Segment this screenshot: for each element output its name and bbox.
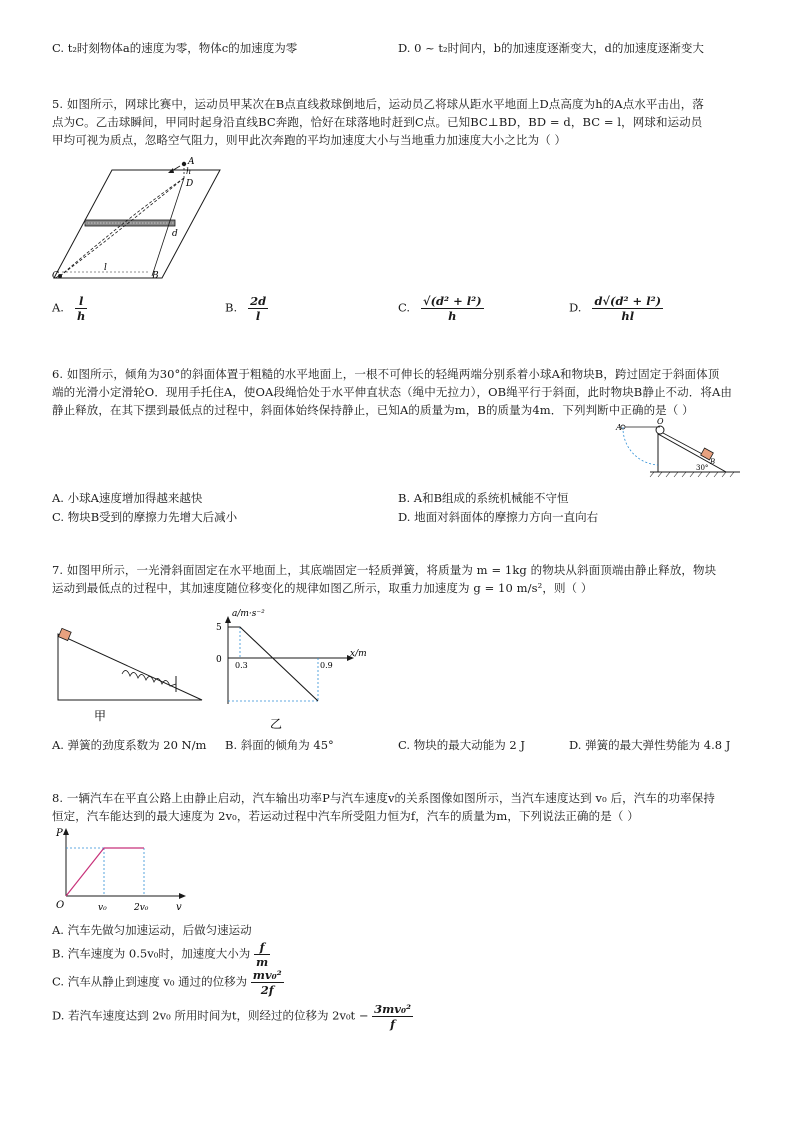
q7-figure-jia — [52, 626, 212, 726]
q6-stem-line3: 静止释放，在其下摆到最低点的过程中，斜面体始终保持静止，已知A的质量为m，B的质量为4m．下列判断中正确的是（ ） — [52, 403, 694, 417]
swing-arc — [623, 427, 658, 465]
tick-0-3: 0.3 — [235, 661, 248, 670]
q6-figure — [614, 418, 742, 480]
prev-option-d: D. 0 ~ t₂时间内，b的加速度逐渐变大，d的加速度逐渐变大 — [398, 41, 704, 55]
q7-option-c[interactable]: C. 物块的最大动能为 2 J — [398, 738, 525, 752]
q7-stem-line2: 运动到最低点的过程中，其加速度随位移变化的规律如图乙所示，取重力加速度为 g = 10 m/s²，则（ ） — [52, 581, 593, 595]
tick-5: 5 — [216, 623, 222, 633]
q5-stem-line2: 点为C。乙击球瞬间，甲同时起身沿直线BC奔跑，恰好在球落地时赶到C点。已知BC⊥BD，BD = d，BC = l，网球和运动员 — [52, 115, 703, 129]
q8-option-c[interactable]: C. 汽车从静止到速度 v₀ 通过的位移为 $\frac{\text{mv₀²}}{2f}$ — [52, 968, 282, 997]
line-db — [152, 178, 184, 276]
label-b: B — [710, 458, 716, 466]
q7-stem-line1: 7. 如图甲所示，一光滑斜面固定在水平地面上，其底端固定一轻质弹簧，将质量为 m = 1kg 的物块从斜面顶端由静止释放，物块 — [52, 563, 717, 577]
label-o: O — [56, 900, 65, 911]
incline-jia — [58, 634, 202, 700]
q8-figure — [52, 826, 192, 916]
label-p: P — [56, 828, 63, 839]
q5-option-a[interactable]: A. $\frac{l}{h}$ — [52, 294, 86, 323]
q8-stem-line1: 8. 一辆汽车在平直公路上由静止启动，汽车输出功率P与汽车速度v的关系图像如图所示，当汽车速度达到 v₀ 后，汽车的功率保持 — [52, 791, 715, 805]
q7-figure-yi — [208, 604, 378, 736]
label-a: A — [616, 423, 622, 432]
trajectory-1 — [60, 178, 184, 276]
label-v0: v₀ — [98, 903, 107, 913]
label-2v0: 2v₀ — [134, 903, 149, 913]
q6-stem-line2: 端的光滑小定滑轮O．现用手托住A，使OA段绳恰处于水平伸直状态（绳中无拉力），OB绳平行于斜面，此时物块B静止不动．将A由 — [52, 385, 732, 399]
q7-option-a[interactable]: A. 弹簧的劲度系数为 20 N/m — [52, 738, 207, 752]
q5-figure — [52, 154, 222, 286]
p-v-curve — [66, 848, 144, 896]
q5-stem-line1: 5. 如图所示，网球比赛中，运动员甲某次在B点直线救球倒地后，运动员乙将球从距水平地面上D点高度为h的A点水平击出，落 — [52, 97, 704, 111]
label-h: h — [186, 167, 192, 176]
q6-option-d[interactable]: D. 地面对斜面体的摩擦力方向一直向右 — [398, 510, 599, 524]
q8-option-a[interactable]: A. 汽车先做匀加速运动，后做匀速运动 — [52, 923, 252, 937]
label-d: D — [186, 179, 194, 189]
label-o: O — [657, 418, 664, 426]
q5-option-c[interactable]: C. $\frac{\text{√(d² + l²)}}{h}$ — [398, 294, 482, 323]
q8-stem-line2: 恒定，汽车能达到的最大速度为 2v₀，若运动过程中汽车所受阻力恒为f，汽车的质量为m，下列说法正确的是（ ） — [52, 809, 639, 823]
incline — [658, 434, 726, 472]
q7-option-b[interactable]: B. 斜面的倾角为 45° — [225, 738, 334, 752]
q5-option-b[interactable]: B. $\frac{2d}{l}$ — [225, 294, 267, 323]
label-v: v — [176, 902, 182, 913]
point-a — [182, 162, 186, 166]
q8-option-d[interactable]: D. 若汽车速度达到 2v₀ 所用时间为t，则经过的位移为 2v₀t − $\frac{\text{3mv₀²}}{f}$ — [52, 1002, 412, 1031]
q7-option-d[interactable]: D. 弹簧的最大弹性势能为 4.8 J — [569, 738, 731, 752]
q6-stem-line1: 6. 如图所示，倾角为30°的斜面体置于粗糙的水平地面上，一根不可伸长的轻绳两端分别系着小球A和物块B，跨过固定于斜面体顶 — [52, 367, 720, 381]
tick-0: 0 — [216, 655, 222, 665]
x-axis-label: x/m — [350, 649, 367, 659]
q5-option-d[interactable]: D. $\frac{\text{d√(d² + l²)}}{hl}$ — [569, 294, 662, 323]
y-axis-label: a/m·s⁻² — [232, 609, 265, 619]
q6-option-a[interactable]: A. 小球A速度增加得越来越快 — [52, 491, 203, 505]
label-jia: 甲 — [94, 709, 107, 723]
spring — [122, 670, 176, 686]
prev-option-c: C. t₂时刻物体a的速度为零，物体c的加速度为零 — [52, 41, 298, 55]
trajectory-2 — [60, 178, 184, 276]
label-yi: 乙 — [270, 717, 283, 731]
q6-option-c[interactable]: C. 物块B受到的摩擦力先增大后减小 — [52, 510, 238, 524]
label-b: B — [152, 271, 159, 281]
q5-stem-line3: 甲均可视为质点，忽略空气阻力，则甲此次奔跑的平均加速度大小与当地重力加速度大小之比为（ ） — [52, 133, 567, 147]
q8-option-b[interactable]: B. 汽车速度为 0.5v₀时，加速度大小为 $\frac{f}{m}$ — [52, 940, 269, 969]
label-c: C — [52, 271, 59, 281]
label-a: A — [188, 157, 195, 167]
label-l: l — [104, 263, 107, 273]
label-d-len: d — [172, 229, 178, 239]
tick-0-9: 0.9 — [320, 661, 333, 670]
q6-option-b[interactable]: B. A和B组成的系统机械能不守恒 — [398, 491, 569, 505]
label-angle: 30° — [696, 464, 709, 472]
